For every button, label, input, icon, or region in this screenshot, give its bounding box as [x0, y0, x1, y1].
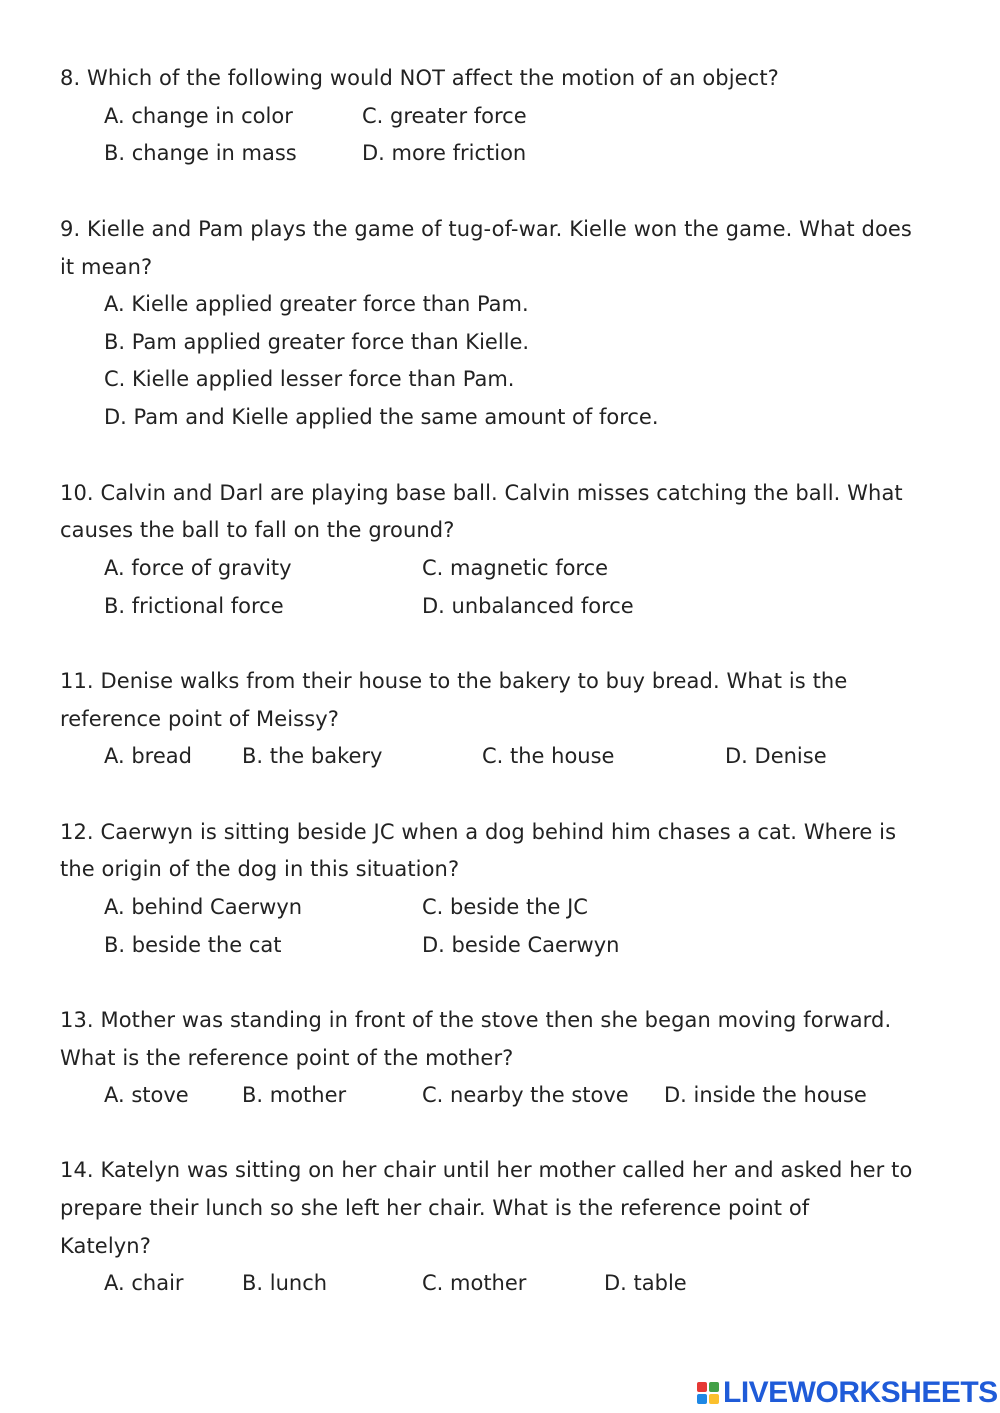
question-8-option-b[interactable]: B. change in mass [104, 141, 297, 165]
question-8-option-a[interactable]: A. change in color [104, 104, 293, 128]
question-10-text-line-1: 10. Calvin and Darl are playing base ball. Calvin misses catching the ball. What [60, 481, 903, 505]
question-12-option-d[interactable]: D. beside Caerwyn [422, 933, 620, 957]
question-8-option-d[interactable]: D. more friction [362, 141, 527, 165]
question-12-text-line-1: 12. Caerwyn is sitting beside JC when a dog behind him chases a cat. Where is [60, 820, 897, 844]
logo-text: LIVEWORKSHEETS [723, 1376, 998, 1409]
question-12-text-line-2: the origin of the dog in this situation? [60, 857, 460, 881]
question-13-option-a[interactable]: A. stove [104, 1083, 189, 1107]
question-13-option-d[interactable]: D. inside the house [664, 1083, 867, 1107]
question-14-option-d[interactable]: D. table [604, 1271, 687, 1295]
question-14-option-b[interactable]: B. lunch [242, 1271, 328, 1295]
question-11-option-b[interactable]: B. the bakery [242, 744, 383, 768]
question-9-text-line-2: it mean? [60, 255, 153, 279]
question-14-text-line-3: Katelyn? [60, 1234, 151, 1258]
question-13-option-b[interactable]: B. mother [242, 1083, 347, 1107]
question-9-option-b[interactable]: B. Pam applied greater force than Kielle. [104, 330, 530, 354]
question-12-option-b[interactable]: B. beside the cat [104, 933, 282, 957]
question-13-text-line-2: What is the reference point of the mother? [60, 1046, 514, 1070]
question-11-text-line-2: reference point of Meissy? [60, 707, 340, 731]
question-11-option-c[interactable]: C. the house [482, 744, 615, 768]
question-11-text-line-1: 11. Denise walks from their house to the bakery to buy bread. What is the [60, 669, 848, 693]
question-9-option-a[interactable]: A. Kielle applied greater force than Pam. [104, 292, 529, 316]
question-9-option-d[interactable]: D. Pam and Kielle applied the same amount of force. [104, 405, 659, 429]
question-11-option-d[interactable]: D. Denise [725, 744, 827, 768]
question-13-text-line-1: 13. Mother was standing in front of the stove then she began moving forward. [60, 1008, 892, 1032]
question-10-text-line-2: causes the ball to fall on the ground? [60, 518, 455, 542]
question-12-option-a[interactable]: A. behind Caerwyn [104, 895, 303, 919]
question-8-option-c[interactable]: C. greater force [362, 104, 527, 128]
question-14-text-line-2: prepare their lunch so she left her chair. What is the reference point of [60, 1196, 810, 1220]
question-14-option-a[interactable]: A. chair [104, 1271, 184, 1295]
question-10-option-b[interactable]: B. frictional force [104, 594, 284, 618]
liveworksheets-logo[interactable] [697, 1378, 998, 1408]
question-14-option-c[interactable]: C. mother [422, 1271, 527, 1295]
logo-mark-icon [697, 1382, 719, 1404]
question-13-option-c[interactable]: C. nearby the stove [422, 1083, 629, 1107]
question-10-option-c[interactable]: C. magnetic force [422, 556, 609, 580]
question-9-text-line-1: 9. Kielle and Pam plays the game of tug-of-war. Kielle won the game. What does [60, 217, 912, 241]
question-14-text-line-1: 14. Katelyn was sitting on her chair until her mother called her and asked her to [60, 1158, 913, 1182]
question-10-option-d[interactable]: D. unbalanced force [422, 594, 634, 618]
question-11-option-a[interactable]: A. bread [104, 744, 192, 768]
question-10-option-a[interactable]: A. force of gravity [104, 556, 292, 580]
question-12-option-c[interactable]: C. beside the JC [422, 895, 588, 919]
question-8-text: 8. Which of the following would NOT affect the motion of an object? [60, 66, 779, 90]
question-9-option-c[interactable]: C. Kielle applied lesser force than Pam. [104, 367, 515, 391]
